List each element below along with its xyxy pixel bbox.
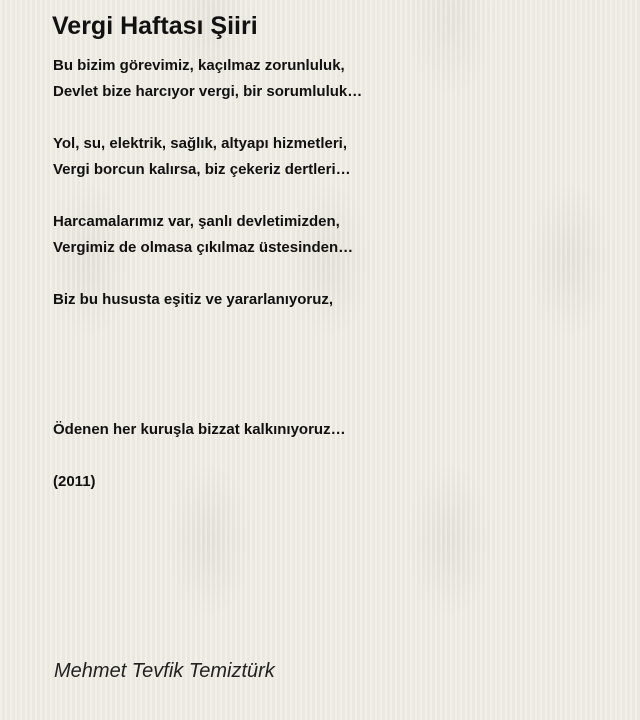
poem-year: (2011) bbox=[53, 473, 96, 490]
poem-line: Devlet bize harcıyor vergi, bir sorumluluk… bbox=[53, 83, 363, 100]
poem-line: Harcamalarımız var, şanlı devletimizden, bbox=[53, 213, 340, 230]
stanza-gap bbox=[53, 261, 613, 287]
stanza-gap bbox=[53, 339, 613, 365]
poem-line: Yol, su, elektrik, sağlık, altyapı hizmetleri, bbox=[53, 135, 348, 152]
stanza-gap bbox=[53, 443, 613, 469]
stanza-gap bbox=[53, 365, 613, 391]
poem-body bbox=[53, 53, 613, 495]
poem-title: Vergi Haftası Şiiri bbox=[52, 12, 258, 40]
poem-line: Ödenen her kuruşla bizzat kalkınıyoruz… bbox=[53, 421, 346, 438]
stanza-gap bbox=[53, 105, 613, 131]
stanza-gap bbox=[53, 313, 613, 339]
poem-line: Vergi borcun kalırsa, biz çekeriz dertleri… bbox=[53, 161, 351, 178]
poem-author[interactable]: Mehmet Tevfik Temiztürk bbox=[54, 660, 275, 682]
poem-line: Vergimiz de olmasa çıkılmaz üstesinden… bbox=[53, 239, 354, 256]
poem-line: Bu bizim görevimiz, kaçılmaz zorunluluk, bbox=[53, 57, 345, 74]
stanza-gap bbox=[53, 391, 613, 417]
poem-line: Biz bu hususta eşitiz ve yararlanıyoruz, bbox=[53, 291, 334, 308]
stanza-gap bbox=[53, 183, 613, 209]
